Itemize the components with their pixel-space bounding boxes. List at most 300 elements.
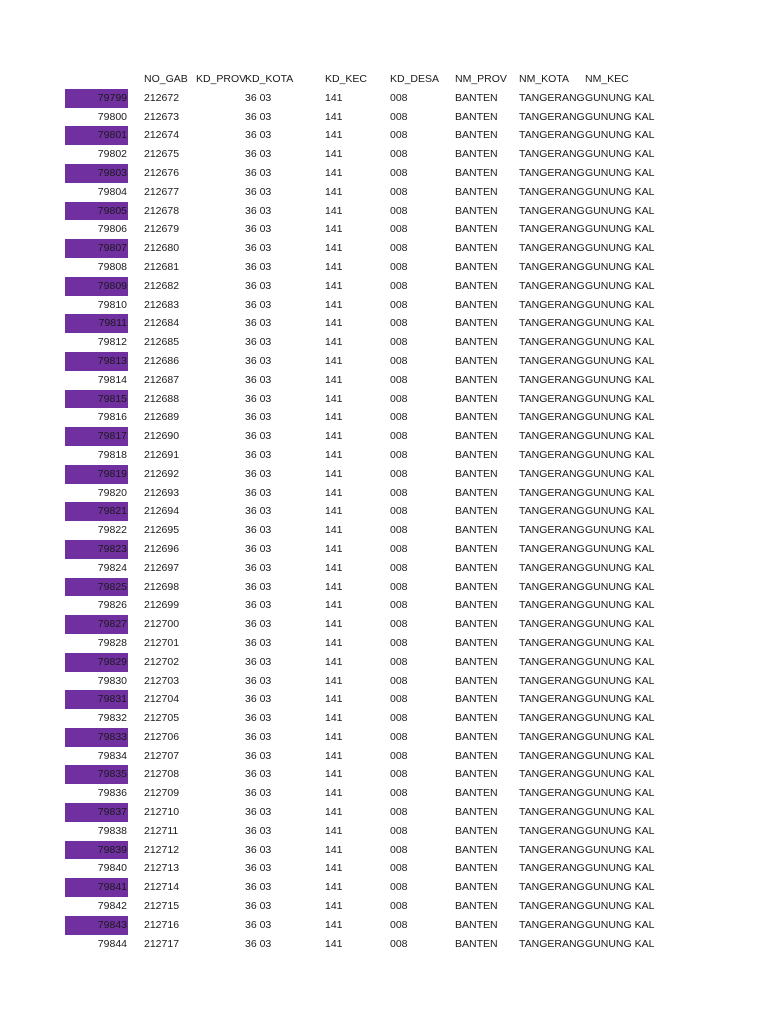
cell-no-gab[interactable]: 212675 xyxy=(144,148,180,161)
cell-no-gab[interactable]: 212674 xyxy=(144,129,180,142)
cell-id[interactable]: 79809 xyxy=(97,279,127,292)
cell-no-gab[interactable]: 212708 xyxy=(144,768,180,781)
cell-nm-kota[interactable]: TANGERANG xyxy=(519,768,585,781)
header-kd-kec[interactable]: KD_KEC xyxy=(325,73,368,85)
cell-kd-desa[interactable]: 008 xyxy=(390,91,408,104)
cell-kd-kec[interactable]: 141 xyxy=(325,787,343,800)
cell-kd-kota[interactable]: 36 03 xyxy=(245,298,272,311)
cell-nm-kota[interactable]: TANGERANG xyxy=(519,824,585,837)
cell-id[interactable]: 79821 xyxy=(97,505,127,518)
cell-kd-kec[interactable]: 141 xyxy=(325,110,343,123)
cell-nm-prov[interactable]: BANTEN xyxy=(455,448,498,461)
cell-no-gab[interactable]: 212704 xyxy=(144,693,180,706)
cell-nm-kota[interactable]: TANGERANG xyxy=(519,862,585,875)
cell-kd-kec[interactable]: 141 xyxy=(325,712,343,725)
cell-nm-kec[interactable]: GUNUNG KAL xyxy=(585,279,655,292)
cell-kd-desa[interactable]: 008 xyxy=(390,129,408,142)
cell-kd-desa[interactable]: 008 xyxy=(390,599,408,612)
cell-kd-kota[interactable]: 36 03 xyxy=(245,505,272,518)
cell-kd-kota[interactable]: 36 03 xyxy=(245,204,272,217)
cell-nm-prov[interactable]: BANTEN xyxy=(455,411,498,424)
cell-nm-kota[interactable]: TANGERANG xyxy=(519,317,585,330)
cell-kd-kota[interactable]: 36 03 xyxy=(245,542,272,555)
cell-kd-desa[interactable]: 008 xyxy=(390,486,408,499)
cell-no-gab[interactable]: 212684 xyxy=(144,317,180,330)
cell-kd-desa[interactable]: 008 xyxy=(390,580,408,593)
cell-nm-prov[interactable]: BANTEN xyxy=(455,129,498,142)
cell-no-gab[interactable]: 212714 xyxy=(144,881,180,894)
cell-id[interactable]: 79839 xyxy=(97,843,127,856)
cell-nm-kec[interactable]: GUNUNG KAL xyxy=(585,486,655,499)
cell-nm-kec[interactable]: GUNUNG KAL xyxy=(585,129,655,142)
cell-kd-kec[interactable]: 141 xyxy=(325,655,343,668)
cell-kd-kota[interactable]: 36 03 xyxy=(245,918,272,931)
cell-nm-prov[interactable]: BANTEN xyxy=(455,279,498,292)
cell-nm-kota[interactable]: TANGERANG xyxy=(519,881,585,894)
cell-id[interactable]: 79840 xyxy=(97,862,127,875)
cell-kd-desa[interactable]: 008 xyxy=(390,749,408,762)
cell-id[interactable]: 79841 xyxy=(97,881,127,894)
cell-kd-kota[interactable]: 36 03 xyxy=(245,843,272,856)
cell-nm-kota[interactable]: TANGERANG xyxy=(519,843,585,856)
cell-kd-desa[interactable]: 008 xyxy=(390,693,408,706)
cell-kd-kec[interactable]: 141 xyxy=(325,260,343,273)
cell-kd-kec[interactable]: 141 xyxy=(325,317,343,330)
cell-nm-kota[interactable]: TANGERANG xyxy=(519,693,585,706)
cell-kd-kota[interactable]: 36 03 xyxy=(245,674,272,687)
cell-nm-kec[interactable]: GUNUNG KAL xyxy=(585,937,655,950)
cell-id[interactable]: 79844 xyxy=(97,937,127,950)
cell-nm-prov[interactable]: BANTEN xyxy=(455,317,498,330)
cell-no-gab[interactable]: 212678 xyxy=(144,204,180,217)
cell-kd-kec[interactable]: 141 xyxy=(325,411,343,424)
cell-nm-kota[interactable]: TANGERANG xyxy=(519,411,585,424)
cell-no-gab[interactable]: 212676 xyxy=(144,166,180,179)
cell-kd-kec[interactable]: 141 xyxy=(325,937,343,950)
cell-nm-kota[interactable]: TANGERANG xyxy=(519,486,585,499)
cell-nm-kec[interactable]: GUNUNG KAL xyxy=(585,599,655,612)
cell-id[interactable]: 79832 xyxy=(97,712,127,725)
cell-no-gab[interactable]: 212677 xyxy=(144,185,180,198)
cell-nm-kota[interactable]: TANGERANG xyxy=(519,749,585,762)
cell-id[interactable]: 79838 xyxy=(97,824,127,837)
cell-no-gab[interactable]: 212679 xyxy=(144,223,180,236)
cell-kd-desa[interactable]: 008 xyxy=(390,542,408,555)
cell-kd-kec[interactable]: 141 xyxy=(325,223,343,236)
cell-nm-kec[interactable]: GUNUNG KAL xyxy=(585,542,655,555)
cell-nm-prov[interactable]: BANTEN xyxy=(455,730,498,743)
cell-nm-kec[interactable]: GUNUNG KAL xyxy=(585,317,655,330)
cell-kd-kota[interactable]: 36 03 xyxy=(245,580,272,593)
cell-id[interactable]: 79808 xyxy=(97,260,127,273)
cell-nm-kota[interactable]: TANGERANG xyxy=(519,561,585,574)
cell-nm-prov[interactable]: BANTEN xyxy=(455,204,498,217)
cell-nm-prov[interactable]: BANTEN xyxy=(455,599,498,612)
cell-kd-kota[interactable]: 36 03 xyxy=(245,317,272,330)
cell-nm-prov[interactable]: BANTEN xyxy=(455,918,498,931)
cell-kd-desa[interactable]: 008 xyxy=(390,317,408,330)
cell-nm-kota[interactable]: TANGERANG xyxy=(519,110,585,123)
cell-nm-kec[interactable]: GUNUNG KAL xyxy=(585,806,655,819)
cell-kd-desa[interactable]: 008 xyxy=(390,505,408,518)
cell-nm-kota[interactable]: TANGERANG xyxy=(519,242,585,255)
cell-nm-kec[interactable]: GUNUNG KAL xyxy=(585,674,655,687)
cell-nm-kota[interactable]: TANGERANG xyxy=(519,542,585,555)
cell-kd-kec[interactable]: 141 xyxy=(325,486,343,499)
cell-no-gab[interactable]: 212701 xyxy=(144,636,180,649)
cell-nm-prov[interactable]: BANTEN xyxy=(455,430,498,443)
cell-nm-prov[interactable]: BANTEN xyxy=(455,148,498,161)
cell-no-gab[interactable]: 212703 xyxy=(144,674,180,687)
header-nm-kec[interactable]: NM_KEC xyxy=(585,73,629,85)
cell-kd-desa[interactable]: 008 xyxy=(390,787,408,800)
cell-kd-kota[interactable]: 36 03 xyxy=(245,655,272,668)
cell-nm-prov[interactable]: BANTEN xyxy=(455,862,498,875)
cell-id[interactable]: 79814 xyxy=(97,373,127,386)
cell-nm-prov[interactable]: BANTEN xyxy=(455,768,498,781)
cell-nm-prov[interactable]: BANTEN xyxy=(455,693,498,706)
cell-kd-desa[interactable]: 008 xyxy=(390,411,408,424)
cell-kd-kota[interactable]: 36 03 xyxy=(245,730,272,743)
cell-kd-kota[interactable]: 36 03 xyxy=(245,148,272,161)
cell-no-gab[interactable]: 212673 xyxy=(144,110,180,123)
cell-nm-kec[interactable]: GUNUNG KAL xyxy=(585,298,655,311)
cell-nm-kec[interactable]: GUNUNG KAL xyxy=(585,373,655,386)
cell-kd-desa[interactable]: 008 xyxy=(390,148,408,161)
cell-nm-kota[interactable]: TANGERANG xyxy=(519,373,585,386)
cell-nm-kota[interactable]: TANGERANG xyxy=(519,674,585,687)
cell-nm-kota[interactable]: TANGERANG xyxy=(519,91,585,104)
cell-no-gab[interactable]: 212695 xyxy=(144,524,180,537)
cell-kd-kota[interactable]: 36 03 xyxy=(245,242,272,255)
cell-nm-kec[interactable]: GUNUNG KAL xyxy=(585,223,655,236)
cell-nm-kota[interactable]: TANGERANG xyxy=(519,636,585,649)
cell-kd-kec[interactable]: 141 xyxy=(325,843,343,856)
cell-nm-kec[interactable]: GUNUNG KAL xyxy=(585,693,655,706)
cell-nm-kota[interactable]: TANGERANG xyxy=(519,712,585,725)
cell-no-gab[interactable]: 212710 xyxy=(144,806,180,819)
cell-kd-kec[interactable]: 141 xyxy=(325,730,343,743)
cell-kd-kota[interactable]: 36 03 xyxy=(245,91,272,104)
cell-kd-kec[interactable]: 141 xyxy=(325,279,343,292)
cell-nm-kota[interactable]: TANGERANG xyxy=(519,918,585,931)
cell-id[interactable]: 79820 xyxy=(97,486,127,499)
cell-kd-desa[interactable]: 008 xyxy=(390,618,408,631)
cell-nm-prov[interactable]: BANTEN xyxy=(455,298,498,311)
cell-id[interactable]: 79843 xyxy=(97,918,127,931)
cell-nm-kec[interactable]: GUNUNG KAL xyxy=(585,448,655,461)
cell-kd-desa[interactable]: 008 xyxy=(390,354,408,367)
cell-kd-kota[interactable]: 36 03 xyxy=(245,712,272,725)
cell-no-gab[interactable]: 212688 xyxy=(144,392,180,405)
cell-no-gab[interactable]: 212682 xyxy=(144,279,180,292)
cell-nm-kec[interactable]: GUNUNG KAL xyxy=(585,561,655,574)
cell-kd-desa[interactable]: 008 xyxy=(390,806,408,819)
cell-no-gab[interactable]: 212705 xyxy=(144,712,180,725)
cell-id[interactable]: 79834 xyxy=(97,749,127,762)
cell-nm-kota[interactable]: TANGERANG xyxy=(519,430,585,443)
cell-no-gab[interactable]: 212717 xyxy=(144,937,180,950)
cell-id[interactable]: 79803 xyxy=(97,166,127,179)
cell-kd-kec[interactable]: 141 xyxy=(325,430,343,443)
cell-id[interactable]: 79836 xyxy=(97,787,127,800)
cell-id[interactable]: 79813 xyxy=(97,354,127,367)
cell-nm-prov[interactable]: BANTEN xyxy=(455,242,498,255)
cell-id[interactable]: 79827 xyxy=(97,618,127,631)
cell-no-gab[interactable]: 212699 xyxy=(144,599,180,612)
cell-nm-kec[interactable]: GUNUNG KAL xyxy=(585,430,655,443)
cell-kd-desa[interactable]: 008 xyxy=(390,712,408,725)
cell-nm-prov[interactable]: BANTEN xyxy=(455,787,498,800)
cell-no-gab[interactable]: 212711 xyxy=(144,824,179,837)
cell-nm-kota[interactable]: TANGERANG xyxy=(519,279,585,292)
cell-no-gab[interactable]: 212691 xyxy=(144,448,180,461)
cell-kd-kota[interactable]: 36 03 xyxy=(245,806,272,819)
cell-nm-kota[interactable]: TANGERANG xyxy=(519,204,585,217)
cell-id[interactable]: 79815 xyxy=(97,392,127,405)
cell-kd-kec[interactable]: 141 xyxy=(325,561,343,574)
cell-nm-prov[interactable]: BANTEN xyxy=(455,618,498,631)
cell-no-gab[interactable]: 212686 xyxy=(144,354,180,367)
cell-id[interactable]: 79825 xyxy=(97,580,127,593)
cell-id[interactable]: 79806 xyxy=(97,223,127,236)
cell-id[interactable]: 79826 xyxy=(97,599,127,612)
cell-kd-desa[interactable]: 008 xyxy=(390,561,408,574)
cell-kd-desa[interactable]: 008 xyxy=(390,524,408,537)
cell-kd-kota[interactable]: 36 03 xyxy=(245,411,272,424)
cell-kd-kec[interactable]: 141 xyxy=(325,862,343,875)
cell-no-gab[interactable]: 212707 xyxy=(144,749,180,762)
cell-nm-kota[interactable]: TANGERANG xyxy=(519,336,585,349)
cell-nm-kota[interactable]: TANGERANG xyxy=(519,618,585,631)
cell-nm-prov[interactable]: BANTEN xyxy=(455,712,498,725)
header-no-gab[interactable]: NO_GAB xyxy=(144,73,188,85)
cell-kd-kec[interactable]: 141 xyxy=(325,148,343,161)
cell-nm-kec[interactable]: GUNUNG KAL xyxy=(585,336,655,349)
cell-no-gab[interactable]: 212681 xyxy=(144,260,180,273)
cell-nm-kec[interactable]: GUNUNG KAL xyxy=(585,730,655,743)
cell-kd-kota[interactable]: 36 03 xyxy=(245,373,272,386)
cell-kd-desa[interactable]: 008 xyxy=(390,768,408,781)
cell-kd-desa[interactable]: 008 xyxy=(390,430,408,443)
cell-no-gab[interactable]: 212700 xyxy=(144,618,180,631)
cell-nm-kec[interactable]: GUNUNG KAL xyxy=(585,204,655,217)
cell-nm-prov[interactable]: BANTEN xyxy=(455,373,498,386)
cell-kd-kota[interactable]: 36 03 xyxy=(245,862,272,875)
cell-id[interactable]: 79800 xyxy=(97,110,127,123)
cell-kd-kec[interactable]: 141 xyxy=(325,693,343,706)
cell-kd-desa[interactable]: 008 xyxy=(390,298,408,311)
header-nm-kota[interactable]: NM_KOTA xyxy=(519,73,569,85)
cell-nm-kec[interactable]: GUNUNG KAL xyxy=(585,411,655,424)
cell-nm-prov[interactable]: BANTEN xyxy=(455,580,498,593)
cell-kd-kota[interactable]: 36 03 xyxy=(245,260,272,273)
cell-nm-prov[interactable]: BANTEN xyxy=(455,467,498,480)
cell-nm-kec[interactable]: GUNUNG KAL xyxy=(585,824,655,837)
cell-nm-kec[interactable]: GUNUNG KAL xyxy=(585,91,655,104)
cell-no-gab[interactable]: 212689 xyxy=(144,411,180,424)
cell-nm-prov[interactable]: BANTEN xyxy=(455,336,498,349)
cell-kd-kec[interactable]: 141 xyxy=(325,185,343,198)
cell-kd-desa[interactable]: 008 xyxy=(390,655,408,668)
cell-kd-desa[interactable]: 008 xyxy=(390,862,408,875)
cell-kd-kec[interactable]: 141 xyxy=(325,881,343,894)
cell-nm-prov[interactable]: BANTEN xyxy=(455,542,498,555)
cell-kd-desa[interactable]: 008 xyxy=(390,392,408,405)
cell-no-gab[interactable]: 212680 xyxy=(144,242,180,255)
cell-kd-kota[interactable]: 36 03 xyxy=(245,467,272,480)
cell-kd-kec[interactable]: 141 xyxy=(325,204,343,217)
cell-no-gab[interactable]: 212685 xyxy=(144,336,180,349)
cell-nm-prov[interactable]: BANTEN xyxy=(455,166,498,179)
cell-kd-kota[interactable]: 36 03 xyxy=(245,430,272,443)
cell-nm-kec[interactable]: GUNUNG KAL xyxy=(585,655,655,668)
cell-no-gab[interactable]: 212694 xyxy=(144,505,180,518)
cell-kd-desa[interactable]: 008 xyxy=(390,937,408,950)
cell-kd-desa[interactable]: 008 xyxy=(390,467,408,480)
cell-kd-desa[interactable]: 008 xyxy=(390,336,408,349)
cell-kd-kota[interactable]: 36 03 xyxy=(245,279,272,292)
cell-kd-kota[interactable]: 36 03 xyxy=(245,824,272,837)
cell-kd-kec[interactable]: 141 xyxy=(325,448,343,461)
cell-kd-kota[interactable]: 36 03 xyxy=(245,448,272,461)
cell-kd-desa[interactable]: 008 xyxy=(390,900,408,913)
cell-id[interactable]: 79828 xyxy=(97,636,127,649)
cell-nm-kec[interactable]: GUNUNG KAL xyxy=(585,881,655,894)
cell-nm-kec[interactable]: GUNUNG KAL xyxy=(585,580,655,593)
cell-nm-kec[interactable]: GUNUNG KAL xyxy=(585,900,655,913)
cell-kd-kec[interactable]: 141 xyxy=(325,599,343,612)
cell-nm-kota[interactable]: TANGERANG xyxy=(519,467,585,480)
cell-id[interactable]: 79818 xyxy=(97,448,127,461)
cell-kd-kec[interactable]: 141 xyxy=(325,542,343,555)
cell-id[interactable]: 79811 xyxy=(98,317,127,330)
cell-nm-kec[interactable]: GUNUNG KAL xyxy=(585,843,655,856)
header-kd-prov[interactable]: KD_PROV xyxy=(196,73,247,85)
cell-nm-kota[interactable]: TANGERANG xyxy=(519,185,585,198)
cell-kd-kota[interactable]: 36 03 xyxy=(245,486,272,499)
cell-no-gab[interactable]: 212697 xyxy=(144,561,180,574)
cell-nm-kec[interactable]: GUNUNG KAL xyxy=(585,354,655,367)
cell-no-gab[interactable]: 212692 xyxy=(144,467,180,480)
cell-kd-kec[interactable]: 141 xyxy=(325,768,343,781)
cell-nm-kec[interactable]: GUNUNG KAL xyxy=(585,185,655,198)
cell-kd-desa[interactable]: 008 xyxy=(390,260,408,273)
cell-kd-kota[interactable]: 36 03 xyxy=(245,110,272,123)
cell-nm-kec[interactable]: GUNUNG KAL xyxy=(585,712,655,725)
cell-kd-kec[interactable]: 141 xyxy=(325,505,343,518)
cell-id[interactable]: 79817 xyxy=(97,430,127,443)
cell-nm-prov[interactable]: BANTEN xyxy=(455,636,498,649)
cell-kd-kota[interactable]: 36 03 xyxy=(245,392,272,405)
cell-no-gab[interactable]: 212715 xyxy=(144,900,180,913)
cell-kd-kec[interactable]: 141 xyxy=(325,354,343,367)
cell-nm-kota[interactable]: TANGERANG xyxy=(519,524,585,537)
cell-nm-kota[interactable]: TANGERANG xyxy=(519,354,585,367)
cell-id[interactable]: 79830 xyxy=(97,674,127,687)
cell-nm-kota[interactable]: TANGERANG xyxy=(519,505,585,518)
cell-kd-kec[interactable]: 141 xyxy=(325,242,343,255)
cell-nm-prov[interactable]: BANTEN xyxy=(455,806,498,819)
cell-kd-kota[interactable]: 36 03 xyxy=(245,354,272,367)
cell-nm-kec[interactable]: GUNUNG KAL xyxy=(585,749,655,762)
cell-nm-kota[interactable]: TANGERANG xyxy=(519,580,585,593)
cell-kd-kec[interactable]: 141 xyxy=(325,918,343,931)
cell-nm-kota[interactable]: TANGERANG xyxy=(519,900,585,913)
header-kd-kota[interactable]: KD_KOTA xyxy=(245,73,294,85)
cell-kd-kec[interactable]: 141 xyxy=(325,91,343,104)
cell-nm-kec[interactable]: GUNUNG KAL xyxy=(585,148,655,161)
cell-kd-kec[interactable]: 141 xyxy=(325,373,343,386)
cell-nm-prov[interactable]: BANTEN xyxy=(455,392,498,405)
cell-no-gab[interactable]: 212702 xyxy=(144,655,180,668)
cell-kd-kec[interactable]: 141 xyxy=(325,636,343,649)
cell-nm-prov[interactable]: BANTEN xyxy=(455,185,498,198)
cell-kd-kec[interactable]: 141 xyxy=(325,392,343,405)
cell-kd-kota[interactable]: 36 03 xyxy=(245,336,272,349)
cell-nm-kota[interactable]: TANGERANG xyxy=(519,260,585,273)
cell-id[interactable]: 79807 xyxy=(97,242,127,255)
cell-kd-kota[interactable]: 36 03 xyxy=(245,599,272,612)
cell-no-gab[interactable]: 212706 xyxy=(144,730,180,743)
cell-id[interactable]: 79810 xyxy=(97,298,127,311)
cell-kd-desa[interactable]: 008 xyxy=(390,166,408,179)
cell-id[interactable]: 79801 xyxy=(97,129,127,142)
cell-kd-kec[interactable]: 141 xyxy=(325,524,343,537)
cell-kd-desa[interactable]: 008 xyxy=(390,223,408,236)
cell-kd-kec[interactable]: 141 xyxy=(325,674,343,687)
cell-kd-desa[interactable]: 008 xyxy=(390,242,408,255)
cell-nm-prov[interactable]: BANTEN xyxy=(455,505,498,518)
cell-id[interactable]: 79837 xyxy=(97,806,127,819)
cell-nm-kec[interactable]: GUNUNG KAL xyxy=(585,862,655,875)
cell-kd-kec[interactable]: 141 xyxy=(325,298,343,311)
cell-nm-prov[interactable]: BANTEN xyxy=(455,524,498,537)
cell-kd-kota[interactable]: 36 03 xyxy=(245,223,272,236)
cell-id[interactable]: 79824 xyxy=(97,561,127,574)
cell-kd-kota[interactable]: 36 03 xyxy=(245,524,272,537)
cell-nm-kec[interactable]: GUNUNG KAL xyxy=(585,768,655,781)
cell-kd-kota[interactable]: 36 03 xyxy=(245,900,272,913)
cell-id[interactable]: 79831 xyxy=(97,693,127,706)
header-kd-desa[interactable]: KD_DESA xyxy=(390,73,440,85)
cell-id[interactable]: 79805 xyxy=(97,204,127,217)
cell-nm-kec[interactable]: GUNUNG KAL xyxy=(585,392,655,405)
cell-kd-kota[interactable]: 36 03 xyxy=(245,129,272,142)
cell-kd-kec[interactable]: 141 xyxy=(325,580,343,593)
cell-nm-kec[interactable]: GUNUNG KAL xyxy=(585,242,655,255)
cell-no-gab[interactable]: 212716 xyxy=(144,918,180,931)
cell-nm-prov[interactable]: BANTEN xyxy=(455,824,498,837)
cell-kd-kota[interactable]: 36 03 xyxy=(245,768,272,781)
cell-nm-kota[interactable]: TANGERANG xyxy=(519,655,585,668)
cell-kd-desa[interactable]: 008 xyxy=(390,110,408,123)
cell-nm-prov[interactable]: BANTEN xyxy=(455,881,498,894)
cell-nm-prov[interactable]: BANTEN xyxy=(455,900,498,913)
cell-nm-prov[interactable]: BANTEN xyxy=(455,749,498,762)
cell-nm-kec[interactable]: GUNUNG KAL xyxy=(585,505,655,518)
cell-nm-kota[interactable]: TANGERANG xyxy=(519,599,585,612)
cell-nm-prov[interactable]: BANTEN xyxy=(455,674,498,687)
cell-nm-kota[interactable]: TANGERANG xyxy=(519,148,585,161)
cell-no-gab[interactable]: 212709 xyxy=(144,787,180,800)
cell-no-gab[interactable]: 212690 xyxy=(144,430,180,443)
cell-nm-kec[interactable]: GUNUNG KAL xyxy=(585,166,655,179)
cell-nm-kota[interactable]: TANGERANG xyxy=(519,392,585,405)
cell-kd-desa[interactable]: 008 xyxy=(390,636,408,649)
cell-id[interactable]: 79842 xyxy=(97,900,127,913)
header-nm-prov[interactable]: NM_PROV xyxy=(455,73,507,85)
